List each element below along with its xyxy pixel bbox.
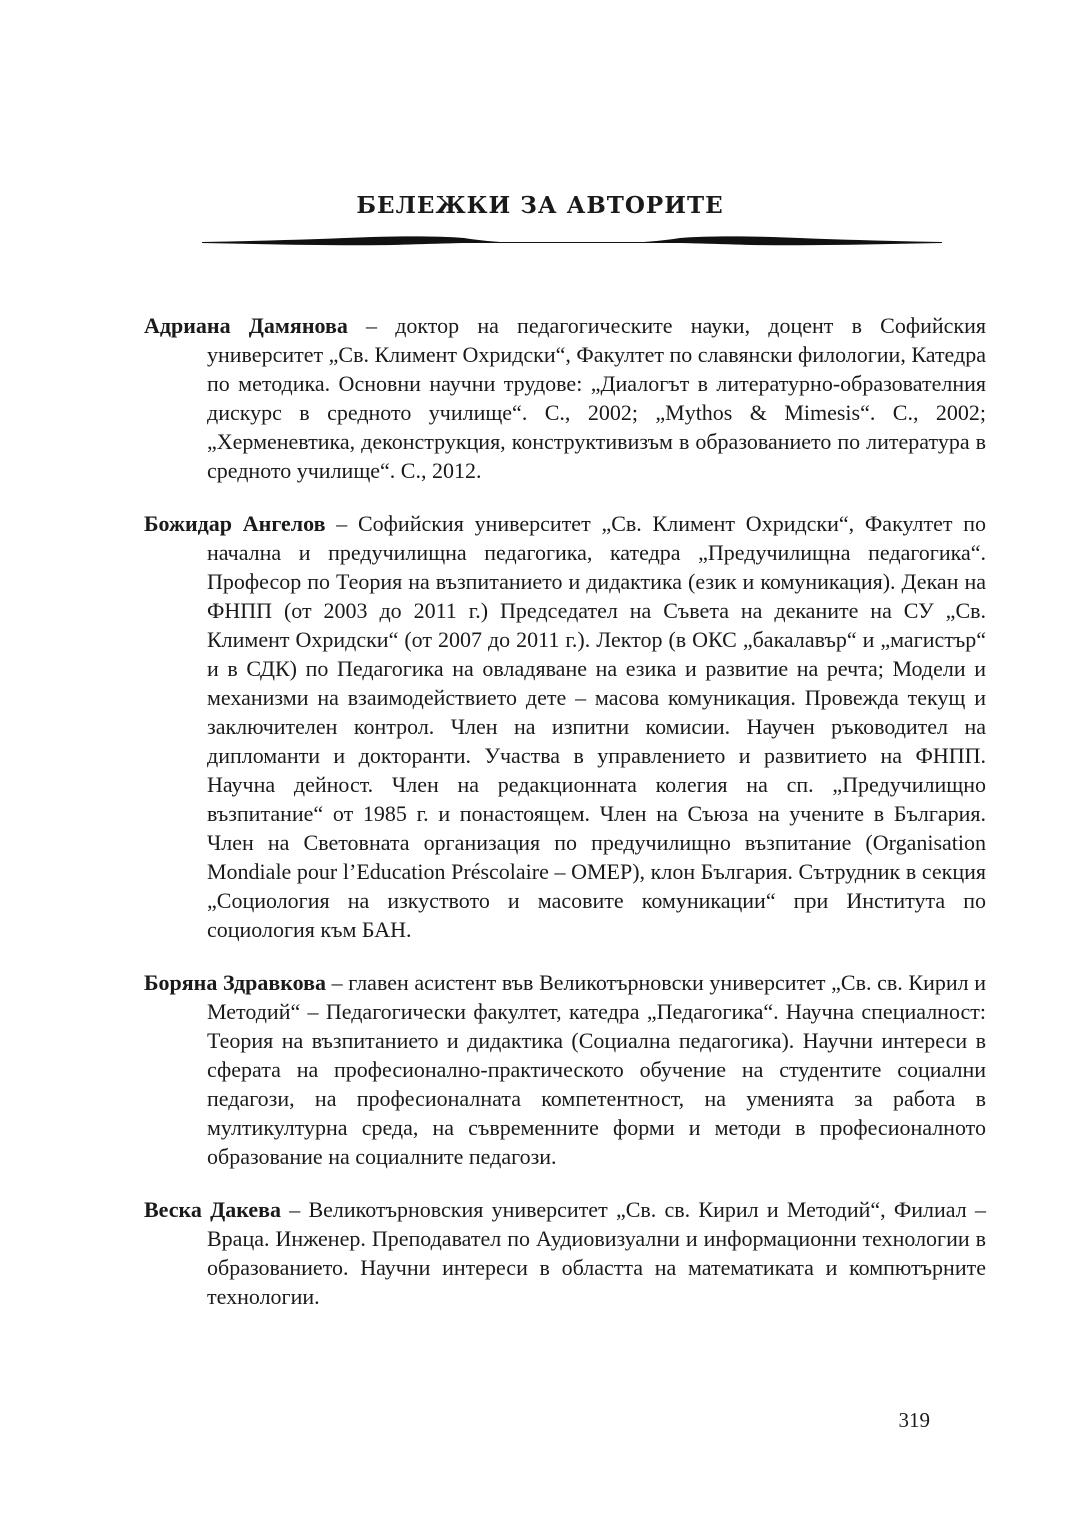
author-notes [144, 311, 986, 1335]
author-entry [144, 509, 986, 944]
author-entry [144, 968, 986, 1171]
title-divider-left [202, 236, 500, 245]
author-name: Адриана Дамянова [144, 313, 348, 338]
author-name: Боряна Здравкова [144, 970, 327, 995]
title-divider [202, 234, 942, 250]
author-entry [144, 1195, 986, 1311]
title-divider-right [644, 236, 942, 245]
page-number: 319 [898, 1408, 930, 1432]
author-bio: – доктор на педагогическите науки, доцент в Софийския университет „Св. Климент Охридски“, Факултет по славянски филологии, Катедра по методика. Основни научни трудове: „Диалогът в литературно-образователния дискурс в средното училище“. С., 2002; „Mythos & Mimesis“. С., 2002; „Херменевтика, деконструкция, конструктивизъм в образованието по литература в средното училище“. С., 2012. [207, 313, 986, 483]
author-name: Веска Дакева [144, 1197, 281, 1222]
author-bio: – Софийския университет „Св. Климент Охридски“, Факултет по начална и предучилищна педагогика, катедра „Предучилищна педагогика“. Професор по Теория на възпитанието и дидактика (език и комуникация). Декан на ФНПП (от 2003 до 2011 г.) Председател на Съвета на деканите на СУ „Св. Климент Охридски“ (от 2007 до 2011 г.). Лектор (в ОКС „бакалавър“ и „магистър“ и в СДК) по Педагогика на овладяване на езика и развитие на речта; Модели и механизми на взаимодействието дете – масова комуникация. Провежда текущ и заключителен контрол. Член на изпитни комисии. Научен ръководител на дипломанти и докторанти. Участва в управлението и развитието на ФНПП. Научна дейност. Член на редакционната колегия на сп. „Предучилищно възпитание“ от 1985 г. и понастоящем. Член на Съюза на учените в България. Член на Световната организация по предучилищно възпитание (Organisation Mondiale pour l’Education Préscolaire – OMEP), клон България. Сътрудник в секция „Социология на изкуството и масовите комуникации“ при Института по социология към БАН. [207, 511, 986, 942]
author-name: Божидар Ангелов [144, 511, 326, 536]
author-bio: – главен асистент във Великотърновски университет „Св. св. Кирил и Методий“ – Педагогически факултет, катедра „Педагогика“. Научна специалност: Теория на възпитанието и дидактика (Социална педагогика). Научни интереси в сферата на професионално-практическото обучение на студентите социални педагози, на професионалната компетентност, на уменията за работа в мултикултурна среда, на съвременните форми и методи в професионалното образование на социалните педагози. [207, 970, 986, 1169]
author-entry [144, 311, 986, 485]
author-bio: – Великотърновския университет „Св. св. Кирил и Методий“, Филиал – Враца. Инженер. Преподавател по Аудиовизуални и информационни технологии в образованието. Научни интереси в областта на математиката и компютърните технологии. [207, 1197, 986, 1309]
page-title: БЕЛЕЖКИ ЗА АВТОРИТЕ [356, 192, 724, 219]
